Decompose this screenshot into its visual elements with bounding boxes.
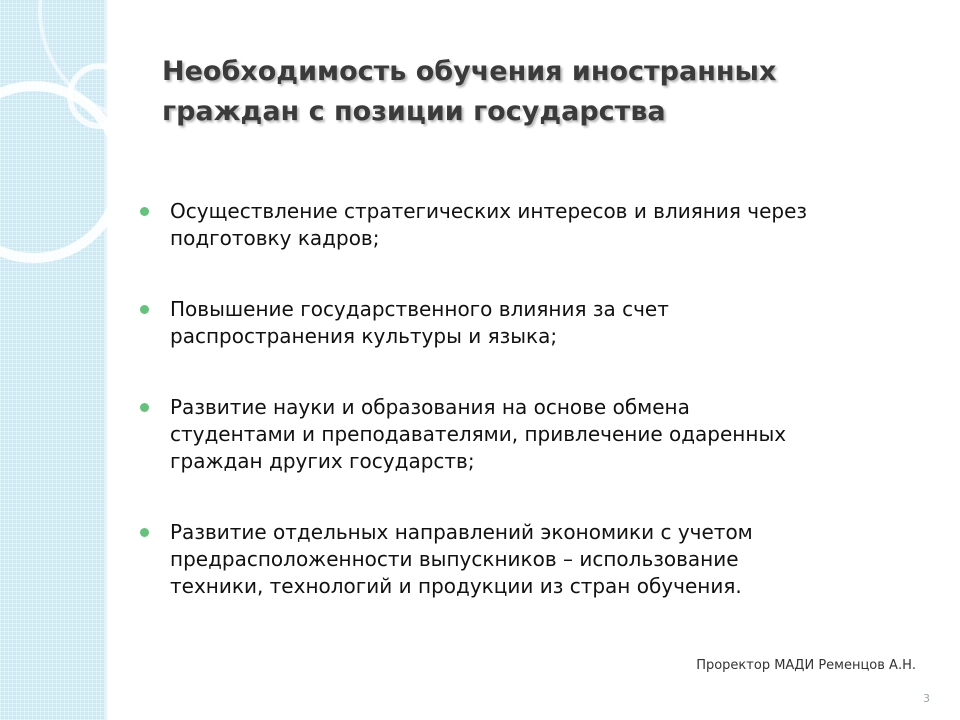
- bullet-line: техники, технологий и продукции из стран обучения.: [170, 574, 742, 598]
- bullet-item-4: [140, 519, 930, 600]
- large-ring: [0, 86, 120, 258]
- title-line-1: Необходимость обучения иностранных: [162, 56, 777, 87]
- bullet-item-2: [140, 296, 930, 350]
- footer-author: Проректор МАДИ Ременцов А.Н.: [696, 658, 916, 673]
- slide-title: [162, 52, 922, 132]
- bullet-line: распространения культуры и языка;: [170, 324, 558, 348]
- bullet-dot-icon: [140, 207, 149, 216]
- bullet-dot-icon: [140, 305, 149, 314]
- bullet-item-1: [140, 198, 930, 252]
- bullet-line: предрасположенности выпускников – использование: [170, 547, 739, 571]
- page-number: 3: [923, 692, 930, 705]
- bullet-list: [140, 198, 930, 600]
- bullet-line: граждан других государств;: [170, 449, 475, 473]
- bullet-line: Повышение государственного влияния за счет: [170, 297, 669, 321]
- bullet-dot-icon: [140, 528, 149, 537]
- title-line-2: граждан с позиции государства: [162, 96, 666, 127]
- bullet-line: Осуществление стратегических интересов и влияния через: [170, 199, 808, 223]
- bullet-line: Развитие отдельных направлений экономики с учетом: [170, 520, 753, 544]
- bullet-line: подготовку кадров;: [170, 226, 380, 250]
- bullet-item-3: [140, 394, 930, 475]
- bullet-line: Развитие науки и образования на основе обмена: [170, 395, 690, 419]
- bullet-line: студентами и преподавателями, привлечение одаренных: [170, 422, 787, 446]
- bullet-dot-icon: [140, 403, 149, 412]
